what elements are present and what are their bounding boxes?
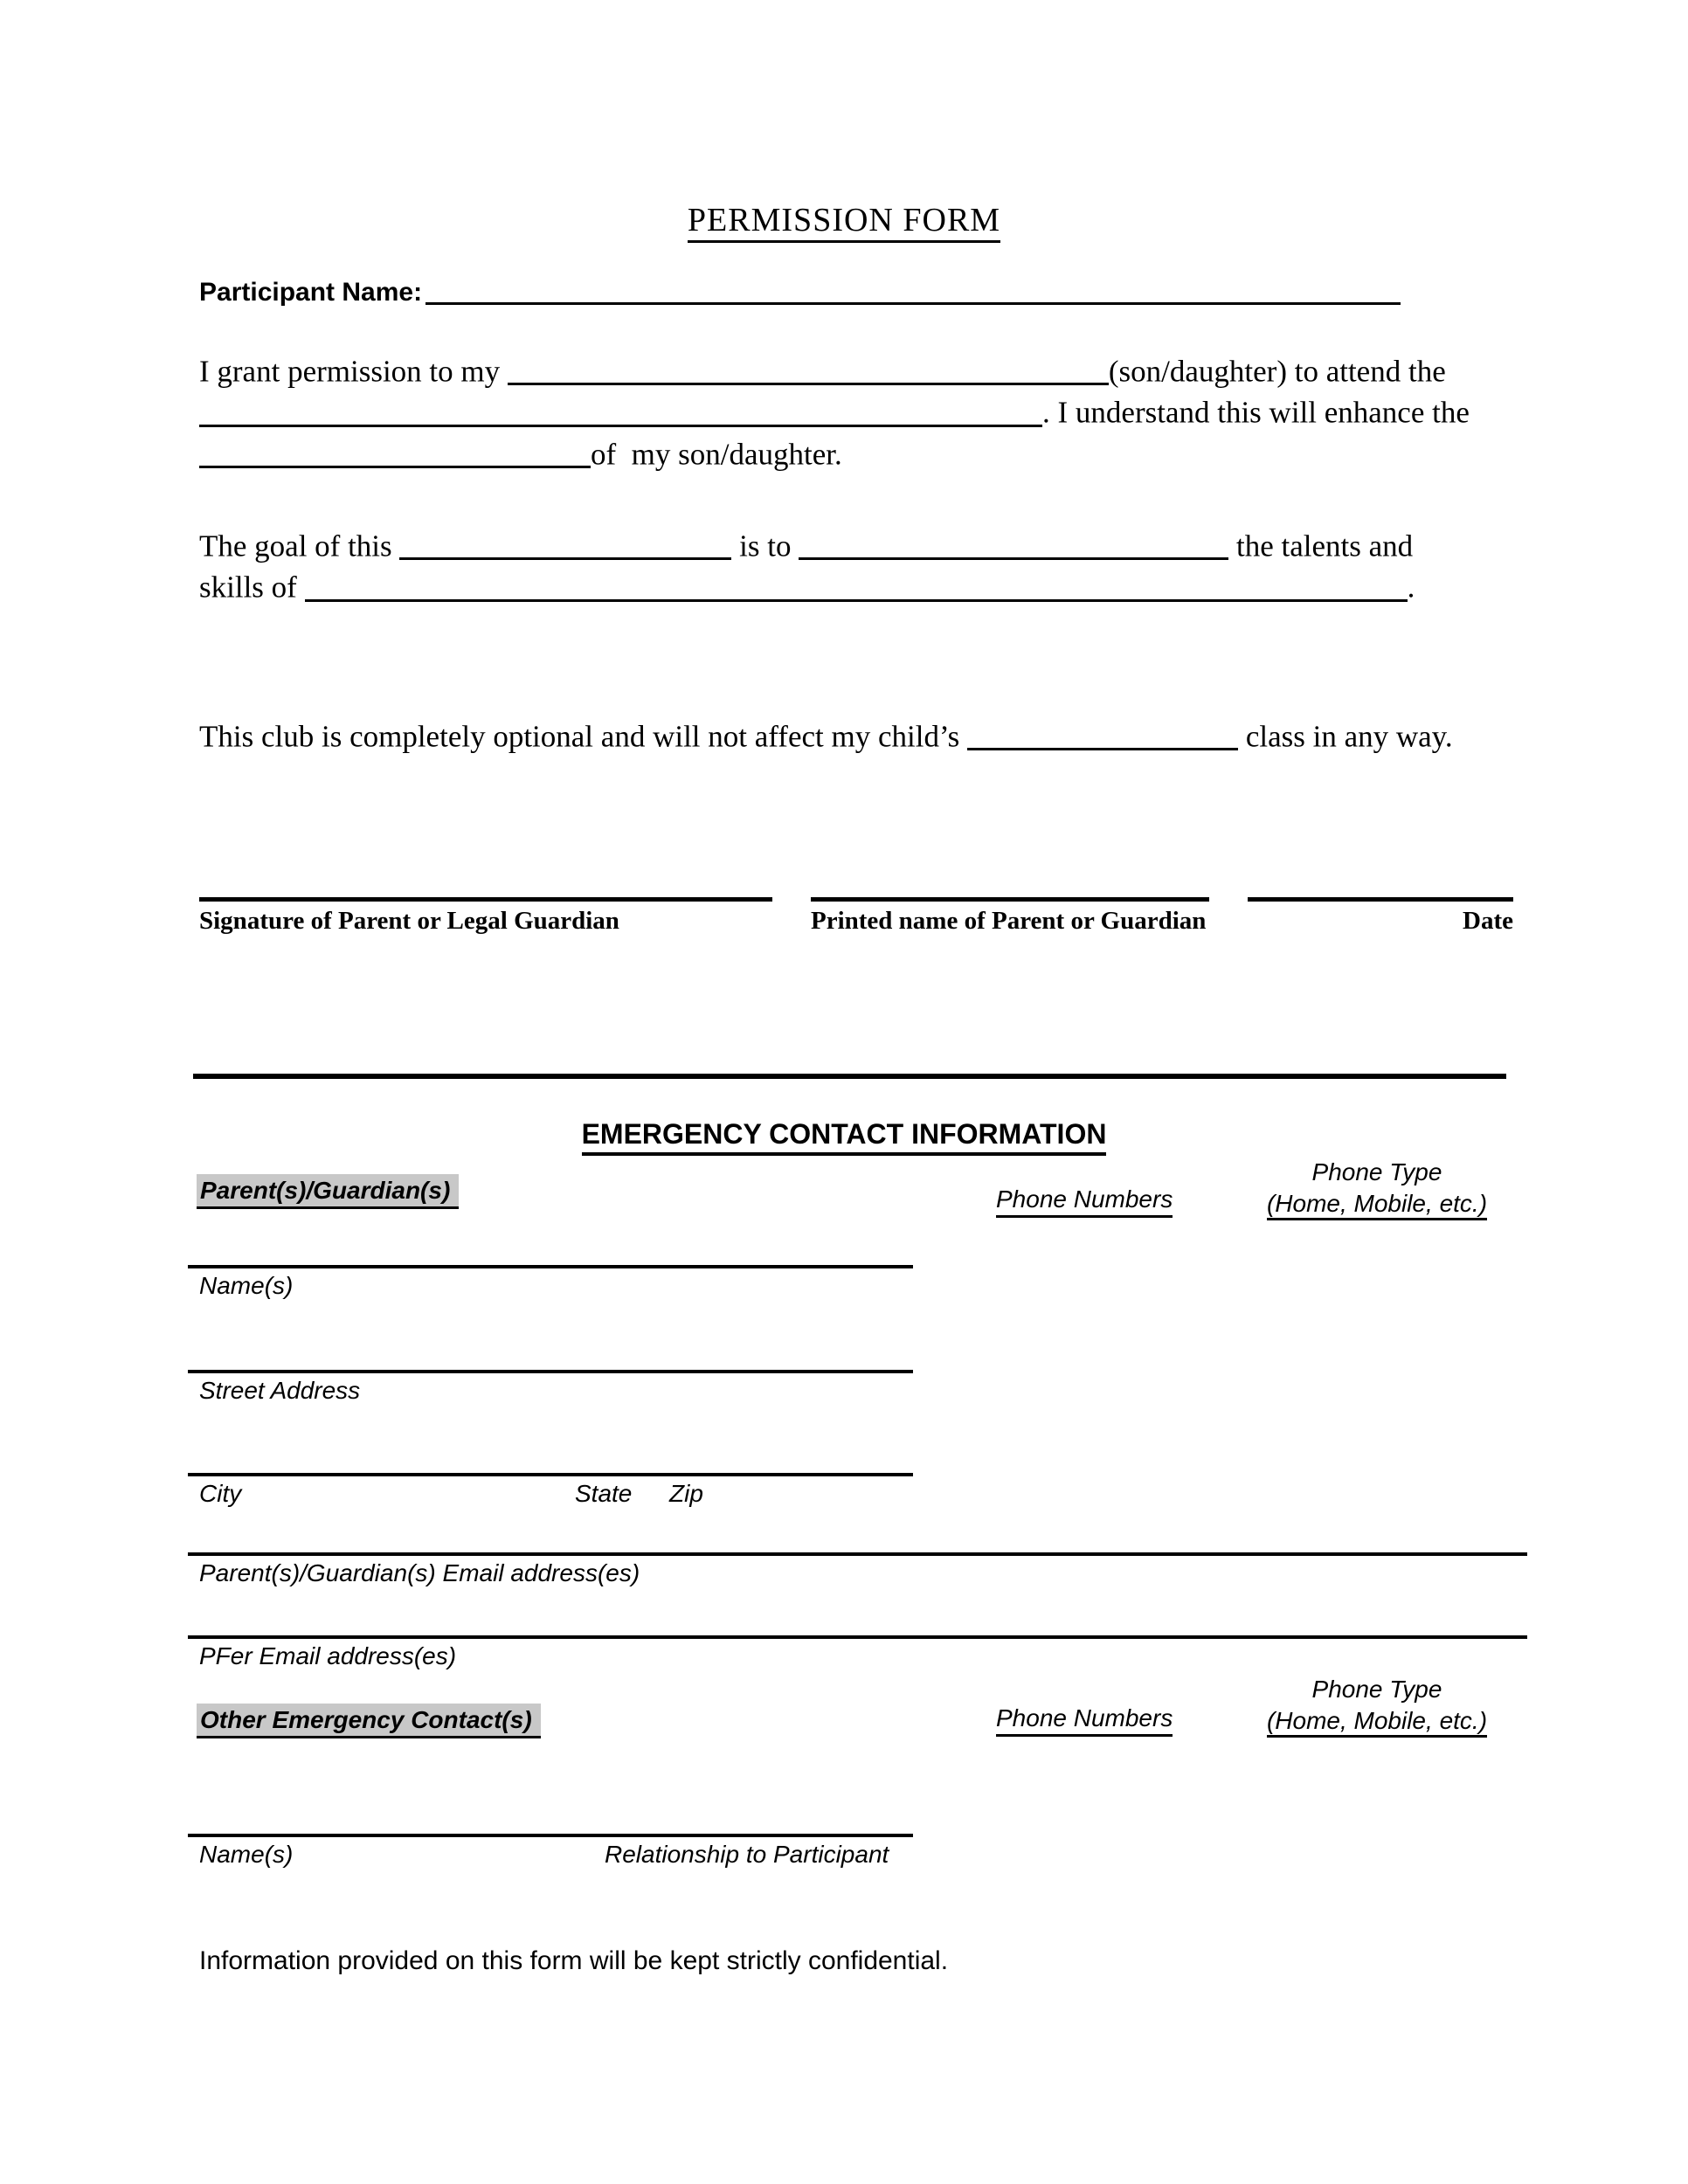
goal-line1-mid: is to — [731, 529, 799, 563]
club-optional-paragraph — [199, 715, 1453, 756]
grant-line-3 — [199, 432, 1470, 473]
relationship-field-label: Relationship to Participant — [605, 1841, 889, 1868]
goal-activity-blank[interactable] — [399, 529, 731, 560]
phone-type-header-1 — [1246, 1157, 1508, 1220]
goal-line1-text: The goal of this — [199, 529, 400, 563]
phone-type-line1-1: Phone Type — [1311, 1158, 1442, 1185]
grant-line1-text: I grant permission to my — [199, 354, 508, 389]
club-text-tail: class in any way. — [1238, 719, 1453, 754]
grant-line3-tail: of my son/daughter. — [591, 436, 842, 471]
goal-line2-text: skills of — [199, 570, 305, 605]
phone-type-line2-1: (Home, Mobile, etc.) — [1267, 1190, 1487, 1220]
grant-line-2 — [199, 390, 1470, 432]
grant-permission-paragraph — [199, 349, 1470, 473]
emergency-section-title: EMERGENCY CONTACT INFORMATION — [582, 1118, 1107, 1156]
parent-email-field-line[interactable] — [188, 1552, 1527, 1556]
participant-name-row — [199, 278, 1401, 308]
pfer-email-field-line[interactable] — [188, 1635, 1527, 1639]
parents-guardians-header — [197, 1174, 459, 1209]
street-field-label: Street Address — [199, 1377, 361, 1404]
goal-line2-tail: . — [1407, 570, 1415, 605]
goal-line1-tail: the talents and — [1228, 529, 1414, 563]
grant-line1-tail: (son/daughter) to attend the — [1108, 354, 1446, 389]
street-field-line[interactable] — [188, 1370, 913, 1373]
names-field-label: Name(s) — [199, 1272, 294, 1299]
club-line — [199, 715, 1453, 756]
form-title-row — [0, 201, 1688, 239]
phone-type-line2-2: (Home, Mobile, etc.) — [1267, 1707, 1487, 1738]
names-field-line[interactable] — [188, 1265, 913, 1268]
skills-of-blank[interactable] — [305, 570, 1408, 601]
page-title: PERMISSION FORM — [688, 202, 1000, 243]
other-names-field-line[interactable] — [188, 1834, 913, 1837]
city-state-zip-field-line[interactable] — [188, 1473, 913, 1476]
grant-line2-tail: . I understand this will enhance the — [1042, 395, 1470, 430]
event-name-blank[interactable] — [199, 395, 1042, 426]
section-divider — [193, 1074, 1506, 1079]
other-emergency-contacts-header — [197, 1704, 541, 1738]
participant-name-blank[interactable] — [425, 289, 1401, 305]
emergency-title-row — [0, 1118, 1688, 1151]
goal-line-2 — [199, 565, 1415, 606]
phone-type-line1-2: Phone Type — [1311, 1676, 1442, 1703]
goal-paragraph — [199, 524, 1415, 607]
printed-name-column — [811, 897, 1209, 936]
goal-purpose-blank[interactable] — [799, 529, 1228, 560]
city-field-label: City — [199, 1480, 242, 1507]
state-field-label: State — [575, 1480, 633, 1507]
parents-guardians-highlight: Parent(s)/Guardian(s) — [197, 1174, 459, 1209]
phone-type-header-2 — [1246, 1674, 1508, 1737]
other-contacts-highlight: Other Emergency Contact(s) — [197, 1704, 541, 1738]
club-text: This club is completely optional and will not affect my child’s — [199, 719, 968, 754]
signature-block — [199, 897, 1513, 936]
other-names-field-label: Name(s) — [199, 1841, 294, 1868]
signature-label: Signature of Parent or Legal Guardian — [199, 907, 619, 935]
phone-numbers-header-1 — [996, 1185, 1173, 1218]
child-name-blank[interactable] — [508, 354, 1109, 385]
phone-numbers-header-2 — [996, 1704, 1173, 1737]
phone-numbers-label-1: Phone Numbers — [996, 1185, 1173, 1218]
goal-line-1 — [199, 524, 1415, 565]
printed-name-label: Printed name of Parent or Guardian — [811, 907, 1207, 935]
phone-numbers-label-2: Phone Numbers — [996, 1704, 1173, 1737]
confidentiality-note: Information provided on this form will be kept strictly confidential. — [199, 1946, 949, 1975]
participant-name-label: Participant Name: — [199, 278, 423, 307]
signature-column — [199, 897, 772, 936]
class-name-blank[interactable] — [967, 719, 1238, 750]
zip-field-label: Zip — [669, 1480, 703, 1507]
parent-email-field-label: Parent(s)/Guardian(s) Email address(es) — [199, 1559, 640, 1586]
date-column — [1248, 897, 1513, 936]
grant-line-1 — [199, 349, 1470, 390]
enhance-subject-blank[interactable] — [199, 437, 591, 468]
pfer-email-field-label: PFer Email address(es) — [199, 1642, 457, 1669]
date-label: Date — [1463, 907, 1513, 935]
